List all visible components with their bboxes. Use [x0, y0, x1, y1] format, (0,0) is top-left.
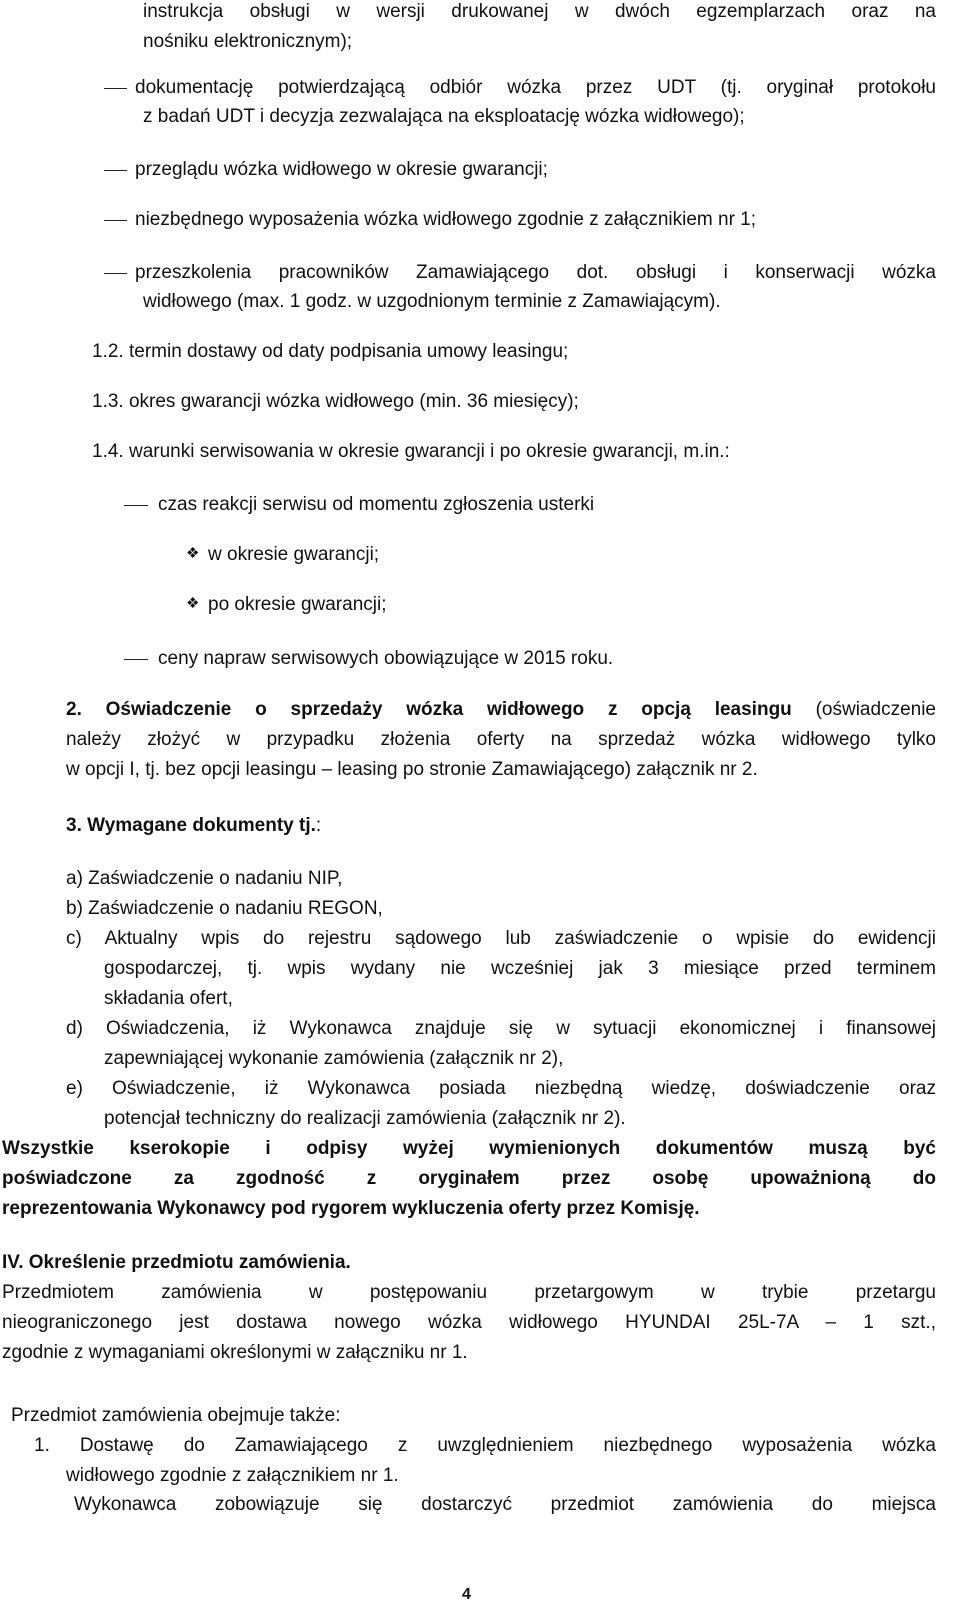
section-2-heading: 2. Oświadczenie o sprzedaży wózka widłowego z opcją leasingu	[66, 699, 792, 720]
list-item: przeglądu wózka widłowego w okresie gwarancji;	[135, 159, 548, 180]
list-item: czas reakcji serwisu od momentu zgłoszenia usterki	[158, 494, 595, 515]
list-item: 1. Dostawę do Zamawiającego z uwzględnieniem niezbędnego wyposażenia wózka	[34, 1435, 936, 1456]
paragraph-line: nośniku elektronicznym);	[143, 31, 353, 52]
section-2-text: (oświadczenie	[815, 699, 936, 720]
sub-list-item: w okresie gwarancji;	[208, 544, 380, 565]
list-item: dokumentację potwierdzającą odbiór wózka przez UDT (tj. oryginał protokołu	[135, 77, 936, 98]
paragraph-line: zgodnie z wymaganiami określonymi w załączniku nr 1.	[2, 1342, 468, 1363]
diamond-bullet-icon: ❖	[186, 595, 200, 612]
list-item-continuation: widłowego zgodnie z załącznikiem nr 1.	[66, 1465, 399, 1486]
section-3-colon: :	[315, 815, 322, 836]
numbered-item: 1.2. termin dostawy od daty podpisania umowy leasingu;	[92, 341, 569, 362]
sub-list-item: po okresie gwarancji;	[208, 594, 387, 615]
document-item-continuation: gospodarczej, tj. wpis wydany nie wcześniej jak 3 miesiące przed terminem	[104, 958, 936, 979]
document-item-continuation: składania ofert,	[104, 988, 233, 1009]
page-number: 4	[462, 1586, 471, 1603]
paragraph-line: Wykonawca zobowiązuje się dostarczyć przedmiot zamówienia do miejsca	[74, 1494, 936, 1515]
list-item-continuation: widłowego (max. 1 godz. w uzgodnionym terminie z Zamawiającym).	[143, 291, 721, 312]
dash-bullet	[104, 220, 127, 221]
list-item: ceny napraw serwisowych obowiązujące w 2015 roku.	[158, 648, 614, 669]
notice-line: poświadczone za zgodność z oryginałem przez osobę upoważnioną do	[2, 1168, 936, 1189]
section-3-title: 3. Wymagane dokumenty tj.	[66, 815, 316, 836]
diamond-bullet-icon: ❖	[186, 545, 200, 562]
document-item-continuation: zapewniającej wykonanie zamówienia (załącznik nr 2),	[104, 1048, 564, 1069]
section-4-heading: IV. Określenie przedmiotu zamówienia.	[2, 1252, 351, 1273]
list-item: przeszkolenia pracowników Zamawiającego dot. obsługi i konserwacji wózka	[135, 262, 936, 283]
section-2-line: w opcji I, tj. bez opcji leasingu – leasing po stronie Zamawiającego) załącznik nr 2.	[66, 759, 758, 780]
includes-label: Przedmiot zamówienia obejmuje także:	[11, 1405, 341, 1426]
dash-bullet	[124, 659, 148, 660]
document-item-continuation: potencjał techniczny do realizacji zamówienia (załącznik nr 2).	[104, 1108, 626, 1129]
section-2-line: należy złożyć w przypadku złożenia oferty na sprzedaż wózka widłowego tylko	[66, 729, 936, 750]
notice-line: reprezentowania Wykonawcy pod rygorem wykluczenia oferty przez Komisję.	[2, 1198, 700, 1219]
document-item: a) Zaświadczenie o nadaniu NIP,	[66, 868, 343, 889]
dash-bullet	[124, 505, 148, 506]
notice-line: Wszystkie kserokopie i odpisy wyżej wymienionych dokumentów muszą być	[2, 1138, 936, 1159]
paragraph-line: Przedmiotem zamówienia w postępowaniu przetargowym w trybie przetargu	[2, 1282, 936, 1303]
dash-bullet	[104, 170, 127, 171]
list-item: niezbędnego wyposażenia wózka widłowego zgodnie z załącznikiem nr 1;	[135, 209, 757, 230]
document-item: b) Zaświadczenie o nadaniu REGON,	[66, 898, 383, 919]
section-3-heading	[66, 814, 321, 838]
paragraph-line: nieograniczonego jest dostawa nowego wózka widłowego HYUNDAI 25L-7A – 1 szt.,	[2, 1312, 936, 1333]
numbered-item: 1.3. okres gwarancji wózka widłowego (min. 36 miesięcy);	[92, 391, 579, 412]
paragraph-line: instrukcja obsługi w wersji drukowanej w dwóch egzemplarzach oraz na	[143, 1, 936, 22]
numbered-item: 1.4. warunki serwisowania w okresie gwarancji i po okresie gwarancji, m.in.:	[92, 441, 730, 462]
dash-bullet	[104, 273, 127, 274]
document-item: c) Aktualny wpis do rejestru sądowego lub zaświadczenie o wpisie do ewidencji	[66, 928, 936, 949]
document-item: e) Oświadczenie, iż Wykonawca posiada niezbędną wiedzę, doświadczenie oraz	[66, 1078, 936, 1099]
document-item: d) Oświadczenia, iż Wykonawca znajduje się w sytuacji ekonomicznej i finansowej	[66, 1018, 936, 1039]
section-2-line	[66, 698, 936, 722]
list-item-continuation: z badań UDT i decyzja zezwalająca na eksploatację wózka widłowego);	[143, 106, 745, 127]
dash-bullet	[104, 88, 127, 89]
